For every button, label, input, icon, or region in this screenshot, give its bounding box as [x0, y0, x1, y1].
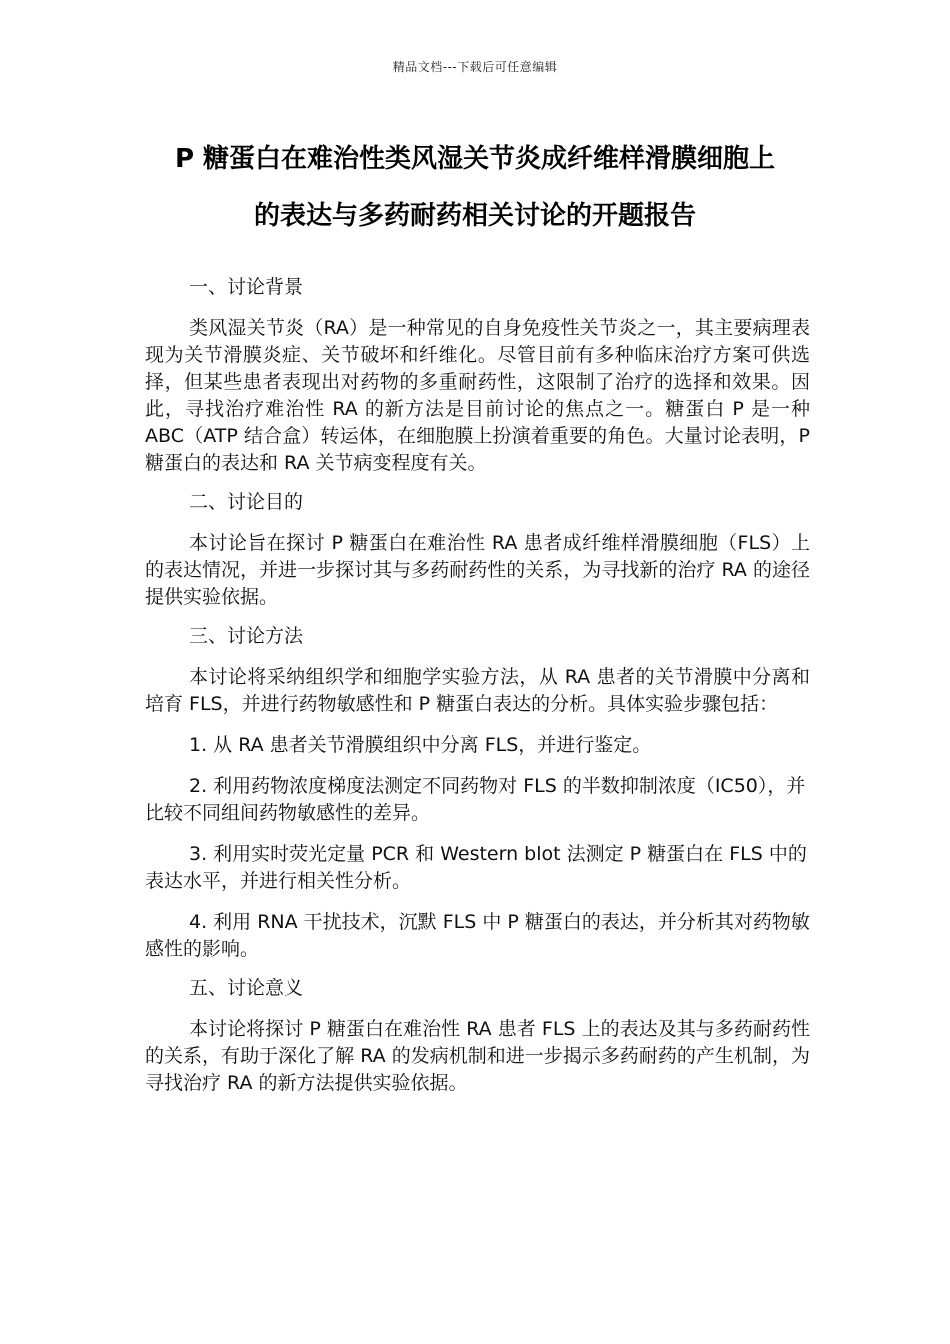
document-title-line-2: 的表达与多药耐药相关讨论的开题报告: [253, 201, 696, 231]
section-heading-purpose: 二、讨论目的: [189, 491, 304, 513]
section-paragraph-purpose: 本讨论旨在探讨 P 糖蛋白在难治性 RA 患者成纤维样滑膜细胞（FLS）上的表达情况，并进一步探讨其与多药耐药性的关系，为寻找新的治疗 RA 的途径提供实验依据。: [145, 532, 810, 608]
document-body: [145, 274, 810, 1097]
method-step-4: 4. 利用 RNA 干扰技术，沉默 FLS 中 P 糖蛋白的表达，并分析其对药物敏感性的影响。: [145, 911, 810, 960]
method-step-3: 3. 利用实时荧光定量 PCR 和 Western blot 法测定 P 糖蛋白在 FLS 中的表达水平，并进行相关性分析。: [145, 843, 807, 892]
section-heading-background: 一、讨论背景: [189, 276, 304, 298]
method-step-2: 2. 利用药物浓度梯度法测定不同药物对 FLS 的半数抑制浓度（IC50），并比较不同组间药物敏感性的差异。: [145, 775, 806, 824]
header-note: 精品文档---下载后可任意编辑: [392, 60, 558, 74]
section-paragraph-background: 类风湿关节炎（RA）是一种常见的自身免疫性关节炎之一，其主要病理表现为关节滑膜炎症、关节破坏和纤维化。尽管目前有多种临床治疗方案可供选择，但某些患者表现出对药物的多重耐药性，这限制了治疗的选择和效果。因此，寻找治疗难治性 RA 的新方法是目前讨论的焦点之一。糖蛋白 P 是一种 ABC（ATP 结合盒）转运体，在细胞膜上扮演着重要的角色。大量讨论表明，P 糖蛋白的表达和 RA 关节病变程度有关。: [145, 317, 810, 474]
document-title-line-1: P 糖蛋白在难治性类风湿关节炎成纤维样滑膜细胞上: [174, 144, 776, 174]
section-heading-methods: 三、讨论方法: [189, 625, 304, 647]
method-step-1: 1. 从 RA 患者关节滑膜组织中分离 FLS，并进行鉴定。: [189, 734, 652, 756]
section-heading-significance: 五、讨论意义: [189, 977, 304, 999]
section-paragraph-significance: 本讨论将探讨 P 糖蛋白在难治性 RA 患者 FLS 上的表达及其与多药耐药性的关系，有助于深化了解 RA 的发病机制和进一步揭示多药耐药的产生机制，为寻找治疗 RA 的新方法提供实验依据。: [145, 1018, 810, 1094]
section-paragraph-methods: 本讨论将采纳组织学和细胞学实验方法，从 RA 患者的关节滑膜中分离和培育 FLS，并进行药物敏感性和 P 糖蛋白表达的分析。具体实验步骤包括：: [145, 666, 810, 715]
